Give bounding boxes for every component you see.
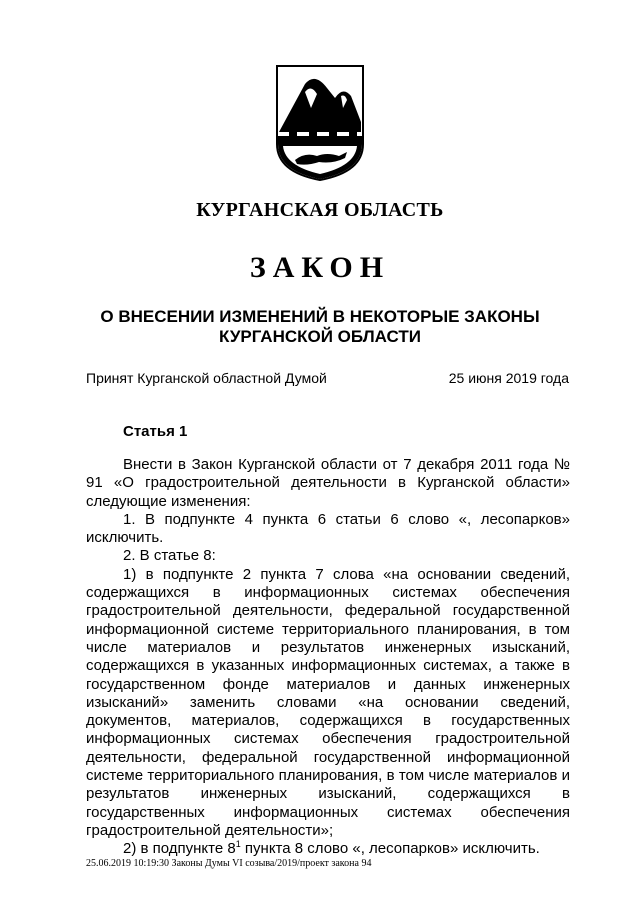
adopted-by: Принят Курганской областной Думой [86, 370, 327, 386]
article-item-2: 2. В статье 8: [123, 547, 216, 565]
article-item-2-subitem-1: 1) в подпункте 2 пункта 7 слова «на основании сведений, содержащихся в информационных системах обеспечения градостроительной деятельности, федеральной государственной информационной системе территориального планирования, в том числе материалов и результатов инженерных изысканий, содержащихся в указанных информационных системах, а также в государственном фонде материалов и данных инженерных изысканий» заменить словами «на основании сведений, документов, материалов, содержащихся в государственных информационных системах обеспечения градостроительной деятельности, федеральной государственной информационной системе территориального планирования, в том числе материалов и результатов инженерных изысканий, содержащихся в государственных информационных системах обеспечения градостроительной деятельности»; [86, 565, 570, 839]
footer-file-path: 25.06.2019 10:19:30 Законы Думы VI созыва/2019/проект закона 94 [86, 858, 372, 869]
law-title [0, 307, 640, 347]
article-body [86, 456, 570, 859]
adoption-date: 25 июня 2019 года [448, 370, 569, 386]
subitem-2-suffix: пункта 8 слово «, лесопарков» исключить. [240, 840, 540, 858]
law-title-line-2: КУРГАНСКОЙ ОБЛАСТИ [219, 327, 421, 346]
coat-of-arms-icon [275, 64, 365, 182]
article-item-2-subitem-2 [86, 840, 570, 858]
law-title-line-1: О ВНЕСЕНИИ ИЗМЕНЕНИЙ В НЕКОТОРЫЕ ЗАКОНЫ [100, 307, 540, 326]
article-intro: Внести в Закон Курганской области от 7 декабря 2011 года № 91 «О градостроительной деятельности в Курганской области» следующие изменения: [86, 456, 570, 510]
region-name: КУРГАНСКАЯ ОБЛАСТЬ [196, 199, 444, 221]
article-heading: Статья 1 [123, 423, 188, 440]
document-type: ЗАКОН [249, 251, 391, 284]
subitem-2-prefix: 2) в подпункте 8 [123, 840, 236, 858]
article-item-1: 1. В подпункте 4 пункта 6 статьи 6 слово «, лесопарков» исключить. [86, 510, 570, 547]
subitem-2-superscript: 1 [235, 839, 241, 850]
